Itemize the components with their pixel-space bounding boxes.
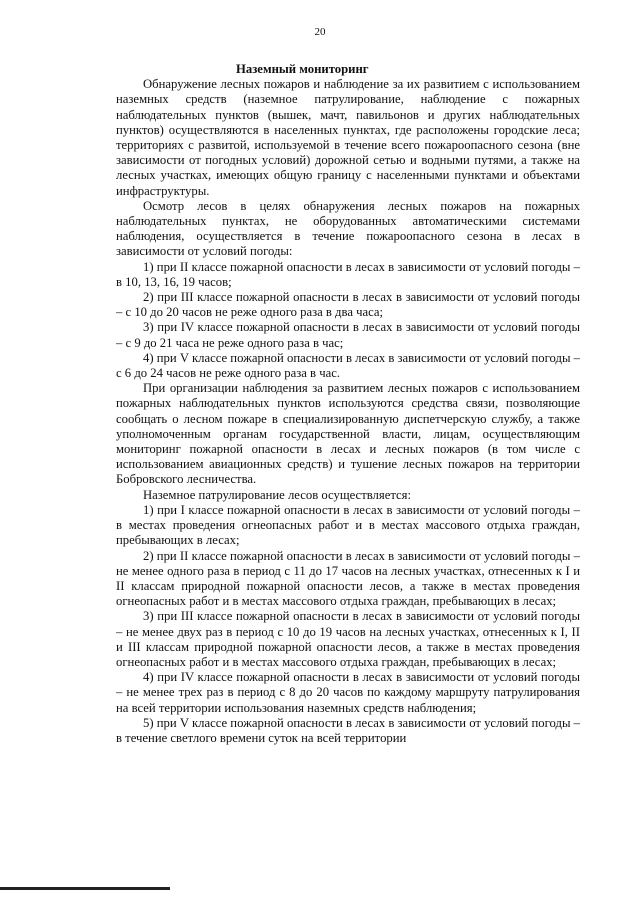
paragraph-patrol-3: 3) при III классе пожарной опасности в лесах в зависимости от условий погоды – не менее двух раз в период с 10 до 19 часов на лесных участках, отнесенных к I, II и III классам природной пожарной опасности лесов, а также в местах проведения огнеопасных работ и в местах массового отдыха граждан, пребывающих в лесах; (116, 609, 580, 669)
document-body (116, 62, 580, 746)
paragraph-item-4: 4) при V классе пожарной опасности в лесах в зависимости от условий погоды – с 6 до 24 часов не реже одного раза в час. (116, 350, 580, 381)
paragraph-intro: Обнаружение лесных пожаров и наблюдение за их развитием с использованием наземных средств (наземное патрулирование, наблюдение с пожарных наблюдательных пунктов (вышек, мачт, павильонов и других наблюдательных пунктов) осуществляются в населенных пунктах, где расположены городские леса; территориях с развитой, используемой в течение всего пожароопасного сезона (вне зависимости от погодных условий) дорожной сетью и водными путями, а также на лесных участках, имеющих общую границу с населенными пунктами и объектами инфраструктуры. (116, 77, 580, 198)
bottom-rule-line (0, 887, 170, 890)
paragraph-patrol-5: 5) при V классе пожарной опасности в лесах в зависимости от условий погоды – в течение светлого времени суток на всей территории (116, 715, 580, 745)
paragraph-item-1: 1) при II классе пожарной опасности в лесах в зависимости от условий погоды – в 10, 13, 16, 19 часов; (116, 259, 580, 289)
paragraph-communication: При организации наблюдения за развитием лесных пожаров с использованием пожарных наблюдательных пунктов используются средства связи, позволяющие сообщать о лесном пожаре в специализированную диспетчерскую службу, а также уполномоченным органам государственной власти, лицам, осуществляющим мониторинг пожарной опасности в лесах и лесных пожаров (в том числе с использованием авиационных средств) и тушение лесных пожаров на территории Бобровского лесничества. (116, 381, 580, 487)
paragraph-patrol-2: 2) при II классе пожарной опасности в лесах в зависимости от условий погоды – не менее одного раза в период с 11 до 17 часов на лесных участках, отнесенных к I и II классам природной пожарной опасности лесов, а также в местах проведения огнеопасных работ и в местах массового отдыха граждан, пребывающих в лесах; (116, 548, 580, 609)
paragraph-patrol-4: 4) при IV классе пожарной опасности в лесах в зависимости от условий погоды – не менее трех раз в период с 8 до 20 часов по каждому маршруту патрулирования на всей территории использования наземных средств наблюдения; (116, 670, 580, 715)
paragraph-item-2: 2) при III классе пожарной опасности в лесах в зависимости от условий погоды – с 10 до 20 часов не реже одного раза в два часа; (116, 290, 580, 320)
page-number: 20 (314, 26, 326, 38)
paragraph-inspection: Осмотр лесов в целях обнаружения лесных пожаров на пожарных наблюдательных пунктах, не оборудованных автоматическими системами наблюдения, осуществляется в течение пожароопасного сезона в лесах в зависимости от условий погоды: (116, 198, 580, 259)
paragraph-patrol-1: 1) при I классе пожарной опасности в лесах в зависимости от условий погоды – в местах проведения огнеопасных работ и в местах массового отдыха граждан, пребывающих в лесах; (116, 502, 580, 548)
paragraph-item-3: 3) при IV классе пожарной опасности в лесах в зависимости от условий погоды – с 9 до 21 часа не реже одного раза в час; (116, 320, 580, 350)
paragraph-patrol-intro: Наземное патрулирование лесов осуществляется: (143, 487, 412, 502)
section-heading: Наземный мониторинг (236, 62, 369, 76)
